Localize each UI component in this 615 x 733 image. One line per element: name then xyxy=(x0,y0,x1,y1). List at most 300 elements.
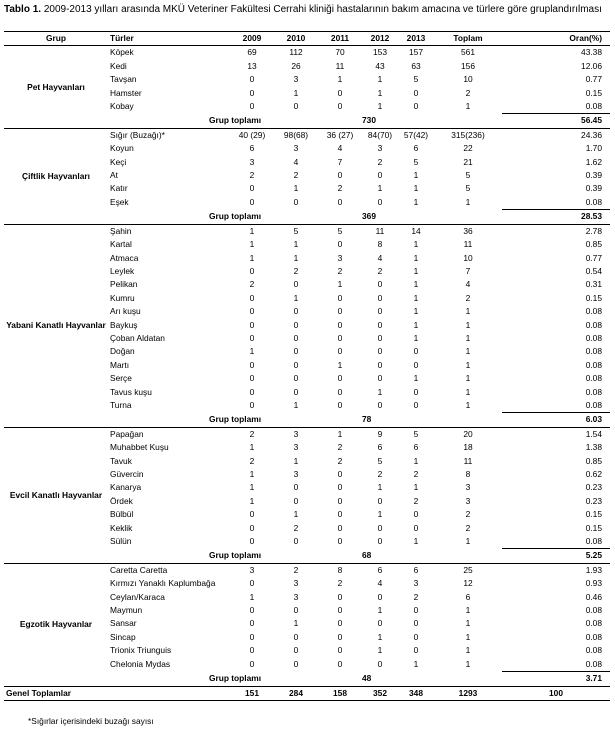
cell-y2013: 0 xyxy=(413,522,419,533)
cell-oran: 0.08 xyxy=(585,332,602,343)
cell-y2013: 1 xyxy=(413,197,419,208)
cell-toplam: 1 xyxy=(465,631,471,642)
cell-toplam: 22 xyxy=(463,143,473,154)
cell-y2013: 1 xyxy=(413,658,419,669)
cell-y2012: 6 xyxy=(377,564,383,575)
cell-y2011: 0 xyxy=(337,645,343,656)
cell-y2009: 0 xyxy=(249,183,255,194)
subtotal-value: 369 xyxy=(362,210,398,224)
cell-y2012: 0 xyxy=(377,319,383,330)
cell-y2010: 0 xyxy=(293,197,299,208)
cell-oran: 24.36 xyxy=(581,129,602,140)
cell-oran: 2.78 xyxy=(585,225,602,236)
cell-oran: 0.15 xyxy=(585,522,602,533)
cell-tur: Sığır (Buzağı)* xyxy=(110,129,165,140)
cell-tur: Köpek xyxy=(110,47,134,58)
cell-y2011: 0 xyxy=(337,101,343,112)
subtotal-oran: 5.25 xyxy=(502,549,610,563)
header-2013: 2013 xyxy=(398,32,434,46)
cell-tur: Sincap xyxy=(110,631,136,642)
cell-y2010: 3 xyxy=(293,428,299,439)
header-oran: Oran(%) xyxy=(502,32,610,46)
cell-y2013: 1 xyxy=(413,239,419,250)
cell-y2011: 1 xyxy=(337,74,343,85)
cell-y2013: 3 xyxy=(413,578,419,589)
cell-y2012: 153 xyxy=(373,47,387,58)
cell-tur: Tavşan xyxy=(110,74,137,85)
cell-oran: 0.93 xyxy=(585,578,602,589)
cell-y2011: 0 xyxy=(337,509,343,520)
cell-y2013: 0 xyxy=(413,87,419,98)
cell-y2011: 0 xyxy=(337,239,343,250)
cell-y2013: 2 xyxy=(413,469,419,479)
subtotal-label: Grup toplamı xyxy=(108,114,362,128)
subtotal-oran: 28.53 xyxy=(502,210,610,224)
subtotal-value: 68 xyxy=(362,549,398,563)
cell-oran: 0.77 xyxy=(585,74,602,85)
cell-tur: Tavus kuşu xyxy=(110,386,152,397)
subtotal-spacer xyxy=(434,672,502,686)
subtotal-spacer xyxy=(398,114,434,128)
cell-toplam: 1 xyxy=(465,536,471,547)
cell-y2009: 0 xyxy=(249,306,255,317)
cell-tur: Çoban Aldatan xyxy=(110,332,165,343)
subtotal-spacer xyxy=(398,210,434,224)
cell-tur: Atmaca xyxy=(110,252,139,263)
cell-y2013: 57(42) xyxy=(403,129,429,140)
cell-y2013: 1 xyxy=(413,306,419,317)
grand-toplam: 1293 xyxy=(434,686,502,700)
cell-y2009: 1 xyxy=(249,495,255,506)
cell-y2012: 0 xyxy=(377,359,383,370)
table-body xyxy=(4,46,610,701)
cell-tur: Kedi xyxy=(110,60,127,71)
cell-y2010: 3 xyxy=(293,143,299,154)
cell-y2013: 5 xyxy=(413,156,419,167)
cell-y2013: 5 xyxy=(413,74,419,85)
cell-y2012: 1 xyxy=(377,631,383,642)
cell-y2013: 2 xyxy=(413,591,419,602)
cell-y2011: 0 xyxy=(337,631,343,642)
subtotal-value: 48 xyxy=(362,672,398,686)
cell-y2012: 2 xyxy=(377,469,383,479)
cell-tur: Martı xyxy=(110,359,130,370)
cell-y2011: 5 xyxy=(337,225,343,236)
cell-y2013: 2 xyxy=(413,495,419,506)
grand-y2009: 151 xyxy=(230,686,274,700)
cell-toplam: 3 xyxy=(465,495,471,506)
cell-y2009: 0 xyxy=(249,645,255,656)
cell-toplam: 5 xyxy=(465,183,471,194)
cell-y2013: 0 xyxy=(413,386,419,397)
header-2011: 2011 xyxy=(318,32,362,46)
cell-y2009: 0 xyxy=(249,101,255,112)
cell-y2012: 84(70) xyxy=(367,129,393,140)
cell-y2009: 69 xyxy=(247,47,257,58)
cell-y2011: 0 xyxy=(337,332,343,343)
cell-tur: Keklik xyxy=(110,522,133,533)
group-name: Yabani Kanatlı Hayvanlar xyxy=(4,224,108,427)
cell-toplam: 1 xyxy=(465,359,471,370)
cell-toplam: 1 xyxy=(465,332,471,343)
cell-y2011: 0 xyxy=(337,618,343,629)
subtotal-spacer xyxy=(434,210,502,224)
cell-y2012: 43 xyxy=(375,60,385,71)
caption-label: Tablo 1. xyxy=(4,4,42,15)
cell-y2013: 1 xyxy=(413,279,419,290)
cell-y2010: 2 xyxy=(293,170,299,181)
cell-y2012: 1 xyxy=(377,183,383,194)
cell-y2009: 0 xyxy=(249,87,255,98)
cell-y2010: 3 xyxy=(293,591,299,602)
cell-y2013: 0 xyxy=(413,346,419,357)
cell-tur: Şahin xyxy=(110,225,132,236)
subtotal-oran: 3.71 xyxy=(502,672,610,686)
cell-y2012: 1 xyxy=(377,386,383,397)
cell-y2013: 5 xyxy=(413,428,419,439)
cell-y2010: 0 xyxy=(293,332,299,343)
cell-y2013: 63 xyxy=(411,60,421,71)
cell-y2010: 0 xyxy=(293,482,299,493)
cell-toplam: 11 xyxy=(463,239,473,250)
subtotal-value: 78 xyxy=(362,413,398,427)
cell-y2009: 0 xyxy=(249,265,255,276)
cell-y2012: 5 xyxy=(377,455,383,466)
cell-y2009: 0 xyxy=(249,197,255,208)
cell-y2009: 2 xyxy=(249,170,255,181)
cell-y2009: 2 xyxy=(249,428,255,439)
subtotal-spacer xyxy=(434,549,502,563)
group-name: Çiftlik Hayvanları xyxy=(4,128,108,224)
cell-tur: Kanarya xyxy=(110,482,142,493)
cell-y2010: 2 xyxy=(293,564,299,575)
cell-y2011: 2 xyxy=(337,442,343,453)
cell-tur: Leylek xyxy=(110,265,135,276)
cell-y2013: 14 xyxy=(411,225,421,236)
cell-y2012: 0 xyxy=(377,536,383,547)
table-row xyxy=(4,128,610,142)
cell-y2013: 1 xyxy=(413,332,419,343)
cell-y2011: 3 xyxy=(337,252,343,263)
cell-toplam: 1 xyxy=(465,306,471,317)
cell-y2013: 1 xyxy=(413,482,419,493)
cell-y2010: 26 xyxy=(291,60,301,71)
cell-y2013: 6 xyxy=(413,442,419,453)
cell-y2011: 0 xyxy=(337,482,343,493)
header-2010: 2010 xyxy=(274,32,318,46)
cell-oran: 0.08 xyxy=(585,319,602,330)
cell-y2012: 1 xyxy=(377,645,383,656)
cell-y2012: 0 xyxy=(377,170,383,181)
cell-tur: Katır xyxy=(110,183,128,194)
subtotal-label: Grup toplamı xyxy=(108,549,362,563)
cell-y2009: 13 xyxy=(247,60,257,71)
cell-y2009: 0 xyxy=(249,631,255,642)
cell-y2012: 0 xyxy=(377,658,383,669)
cell-toplam: 5 xyxy=(465,170,471,181)
cell-toplam: 1 xyxy=(465,319,471,330)
cell-y2009: 0 xyxy=(249,319,255,330)
cell-toplam: 20 xyxy=(463,428,473,439)
cell-y2011: 0 xyxy=(337,469,343,479)
grand-y2010: 284 xyxy=(274,686,318,700)
cell-y2011: 0 xyxy=(337,319,343,330)
group-name: Egzotik Hayvanlar xyxy=(4,563,108,686)
cell-y2011: 0 xyxy=(337,522,343,533)
cell-y2012: 11 xyxy=(375,225,385,236)
cell-oran: 1.70 xyxy=(585,143,602,154)
cell-y2010: 0 xyxy=(293,386,299,397)
cell-tur: Güvercin xyxy=(110,469,144,479)
cell-y2010: 3 xyxy=(293,469,299,479)
cell-y2012: 1 xyxy=(377,509,383,520)
cell-y2009: 0 xyxy=(249,522,255,533)
subtotal-spacer xyxy=(398,549,434,563)
cell-tur: Chelonia Mydas xyxy=(110,658,171,669)
cell-y2012: 1 xyxy=(377,74,383,85)
cell-y2010: 0 xyxy=(293,306,299,317)
cell-y2012: 0 xyxy=(377,495,383,506)
cell-toplam: 8 xyxy=(465,469,471,479)
cell-oran: 0.08 xyxy=(585,306,602,317)
cell-y2012: 0 xyxy=(377,292,383,303)
cell-y2010: 0 xyxy=(293,605,299,616)
cell-toplam: 156 xyxy=(461,60,475,71)
cell-y2009: 1 xyxy=(249,225,255,236)
subtotal-oran: 56.45 xyxy=(502,114,610,128)
cell-y2012: 0 xyxy=(377,306,383,317)
table-caption xyxy=(4,3,604,16)
cell-y2013: 1 xyxy=(413,292,419,303)
cell-y2011: 0 xyxy=(337,170,343,181)
cell-y2011: 0 xyxy=(337,605,343,616)
cell-y2012: 8 xyxy=(377,239,383,250)
cell-y2011: 0 xyxy=(337,495,343,506)
cell-tur: Doğan xyxy=(110,346,135,357)
cell-y2013: 0 xyxy=(413,509,419,520)
cell-y2011: 1 xyxy=(337,428,343,439)
footnote: *Sığırlar içerisindeki buzağı sayısı xyxy=(28,716,154,726)
cell-y2009: 0 xyxy=(249,386,255,397)
cell-toplam: 10 xyxy=(463,252,473,263)
table-row xyxy=(4,563,610,577)
cell-y2012: 0 xyxy=(377,197,383,208)
cell-y2009: 0 xyxy=(249,400,255,411)
cell-y2012: 1 xyxy=(377,482,383,493)
cell-oran: 0.31 xyxy=(585,279,602,290)
cell-y2011: 0 xyxy=(337,306,343,317)
cell-oran: 0.39 xyxy=(585,183,602,194)
cell-y2011: 0 xyxy=(337,386,343,397)
cell-tur: Koyun xyxy=(110,143,134,154)
cell-oran: 43.38 xyxy=(581,47,602,58)
cell-oran: 1.54 xyxy=(585,428,602,439)
cell-oran: 0.54 xyxy=(585,265,602,276)
grand-total-label: Genel Toplamlar xyxy=(4,686,230,700)
subtotal-label: Grup toplamı xyxy=(108,672,362,686)
header-grup: Grup xyxy=(4,32,108,46)
cell-y2010: 2 xyxy=(293,265,299,276)
cell-y2009: 1 xyxy=(249,469,255,479)
cell-oran: 0.85 xyxy=(585,455,602,466)
cell-y2013: 0 xyxy=(413,618,419,629)
cell-toplam: 36 xyxy=(463,225,473,236)
table-row xyxy=(4,427,610,441)
cell-tur: Caretta Caretta xyxy=(110,564,168,575)
cell-tur: Serçe xyxy=(110,373,132,384)
cell-toplam: 6 xyxy=(465,591,471,602)
cell-y2011: 0 xyxy=(337,591,343,602)
cell-y2011: 0 xyxy=(337,87,343,98)
cell-oran: 0.08 xyxy=(585,618,602,629)
cell-y2012: 3 xyxy=(377,143,383,154)
cell-tur: Baykuş xyxy=(110,319,138,330)
grand-y2013: 348 xyxy=(398,686,434,700)
cell-oran: 0.08 xyxy=(585,386,602,397)
cell-y2012: 9 xyxy=(377,428,383,439)
cell-tur: Trionix Triunguis xyxy=(110,645,172,656)
cell-toplam: 3 xyxy=(465,482,471,493)
cell-y2010: 0 xyxy=(293,319,299,330)
cell-y2011: 2 xyxy=(337,265,343,276)
cell-oran: 0.23 xyxy=(585,495,602,506)
cell-toplam: 2 xyxy=(465,522,471,533)
cell-oran: 0.15 xyxy=(585,292,602,303)
cell-tur: Kırmızı Yanaklı Kaplumbağa xyxy=(110,578,216,589)
cell-y2012: 4 xyxy=(377,252,383,263)
table-row xyxy=(4,46,610,60)
cell-toplam: 1 xyxy=(465,373,471,384)
cell-tur: Keçi xyxy=(110,156,127,167)
cell-y2012: 0 xyxy=(377,373,383,384)
cell-tur: Ördek xyxy=(110,495,133,506)
cell-y2010: 1 xyxy=(293,252,299,263)
cell-oran: 0.62 xyxy=(585,469,602,479)
cell-y2010: 5 xyxy=(293,225,299,236)
cell-y2009: 2 xyxy=(249,455,255,466)
cell-y2011: 0 xyxy=(337,373,343,384)
cell-y2011: 2 xyxy=(337,578,343,589)
cell-y2011: 0 xyxy=(337,197,343,208)
table-row xyxy=(4,224,610,238)
cell-y2013: 0 xyxy=(413,101,419,112)
cell-y2012: 0 xyxy=(377,332,383,343)
cell-y2011: 70 xyxy=(335,47,345,58)
cell-tur: Tavuk xyxy=(110,455,132,466)
cell-y2011: 7 xyxy=(337,156,343,167)
cell-y2009: 6 xyxy=(249,143,255,154)
cell-y2011: 0 xyxy=(337,400,343,411)
cell-y2010: 1 xyxy=(293,292,299,303)
cell-toplam: 1 xyxy=(465,386,471,397)
cell-y2010: 1 xyxy=(293,509,299,520)
cell-y2010: 1 xyxy=(293,400,299,411)
cell-toplam: 21 xyxy=(463,156,473,167)
cell-y2010: 0 xyxy=(293,279,299,290)
subtotal-spacer xyxy=(434,413,502,427)
cell-oran: 0.08 xyxy=(585,373,602,384)
cell-oran: 0.08 xyxy=(585,101,602,112)
subtotal-label: Grup toplamı xyxy=(108,413,362,427)
data-table xyxy=(4,31,610,701)
subtotal-label: Grup toplamı xyxy=(108,210,362,224)
cell-y2010: 0 xyxy=(293,658,299,669)
subtotal-oran: 6.03 xyxy=(502,413,610,427)
cell-y2012: 2 xyxy=(377,265,383,276)
cell-toplam: 1 xyxy=(465,645,471,656)
cell-y2009: 1 xyxy=(249,239,255,250)
cell-y2009: 0 xyxy=(249,509,255,520)
cell-y2010: 0 xyxy=(293,631,299,642)
cell-y2012: 4 xyxy=(377,578,383,589)
cell-y2011: 4 xyxy=(337,143,343,154)
cell-oran: 0.08 xyxy=(585,645,602,656)
cell-y2013: 0 xyxy=(413,400,419,411)
cell-y2011: 2 xyxy=(337,183,343,194)
cell-tur: Hamster xyxy=(110,87,142,98)
cell-toplam: 10 xyxy=(463,74,473,85)
cell-y2011: 11 xyxy=(335,60,345,71)
cell-y2009: 1 xyxy=(249,346,255,357)
cell-toplam: 315(236) xyxy=(451,129,485,140)
cell-y2009: 0 xyxy=(249,536,255,547)
cell-y2010: 0 xyxy=(293,346,299,357)
cell-y2009: 2 xyxy=(249,279,255,290)
cell-y2010: 0 xyxy=(293,101,299,112)
cell-y2009: 0 xyxy=(249,74,255,85)
cell-y2013: 1 xyxy=(413,455,419,466)
cell-y2010: 0 xyxy=(293,495,299,506)
cell-y2010: 2 xyxy=(293,522,299,533)
cell-y2009: 0 xyxy=(249,359,255,370)
cell-tur: Kumru xyxy=(110,292,135,303)
cell-y2009: 1 xyxy=(249,591,255,602)
cell-y2011: 36 (27) xyxy=(326,129,354,140)
subtotal-spacer xyxy=(398,672,434,686)
cell-y2009: 0 xyxy=(249,578,255,589)
cell-oran: 0.08 xyxy=(585,399,602,410)
cell-y2013: 157 xyxy=(409,47,423,58)
cell-toplam: 561 xyxy=(461,47,475,58)
cell-oran: 1.62 xyxy=(585,156,602,167)
cell-y2009: 0 xyxy=(249,332,255,343)
cell-oran: 0.15 xyxy=(585,509,602,520)
cell-oran: 0.46 xyxy=(585,591,602,602)
subtotal-spacer xyxy=(398,413,434,427)
cell-toplam: 2 xyxy=(465,87,471,98)
cell-y2013: 0 xyxy=(413,631,419,642)
cell-oran: 0.15 xyxy=(585,87,602,98)
cell-tur: Turna xyxy=(110,400,132,411)
cell-y2009: 0 xyxy=(249,292,255,303)
cell-tur: Muhabbet Kuşu xyxy=(110,442,169,453)
cell-y2012: 0 xyxy=(377,522,383,533)
cell-oran: 0.85 xyxy=(585,239,602,250)
cell-y2009: 0 xyxy=(249,658,255,669)
cell-y2013: 6 xyxy=(413,143,419,154)
cell-y2011: 1 xyxy=(337,359,343,370)
cell-y2009: 3 xyxy=(249,564,255,575)
cell-toplam: 1 xyxy=(465,605,471,616)
cell-tur: Eşek xyxy=(110,197,129,208)
cell-y2013: 1 xyxy=(413,536,419,547)
cell-y2010: 0 xyxy=(293,359,299,370)
cell-y2012: 1 xyxy=(377,87,383,98)
cell-y2012: 0 xyxy=(377,618,383,629)
cell-tur: Ceylan/Karaca xyxy=(110,591,165,602)
cell-y2013: 0 xyxy=(413,645,419,656)
header-turler: Türler xyxy=(108,32,230,46)
